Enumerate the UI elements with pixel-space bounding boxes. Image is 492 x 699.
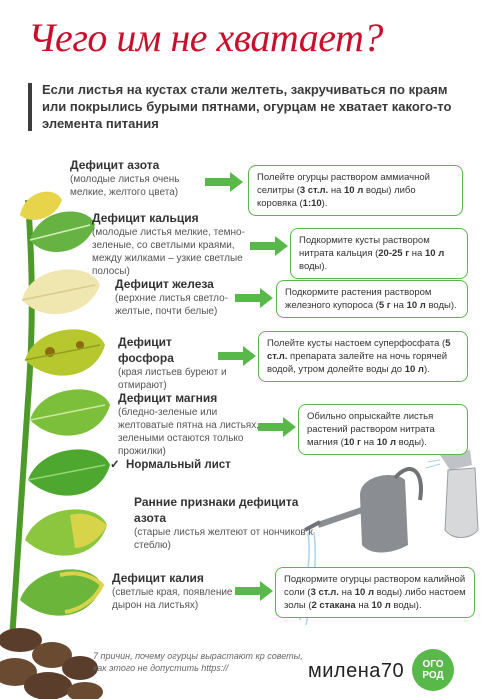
sprayer-icon [426,450,478,538]
item-desc: (светлые края, появление дырон на листьях) [112,587,233,611]
advice-text: ). [321,198,328,209]
advice-text: Подкормите кусты раствором нитрата кальция ( [299,235,430,259]
item-desc: (края листьев буреют и отмирают) [118,367,227,391]
logo-line: ОГО [422,659,444,670]
advice-amount: 10 л [354,587,374,598]
advice-text: воды). [299,261,328,272]
leaf-early-nitrogen-icon [25,509,107,555]
advice-amount: 5 г [378,300,391,311]
advice-text: на [338,587,355,598]
advice-amount: 20-25 г [378,248,410,259]
item-desc: (молодые листья очень мелкие, желтого цвета) [70,174,180,198]
advice-magnesium [298,404,468,455]
advice-amount: 10 л [371,600,391,611]
advice-text: воды). [396,437,427,448]
normal-leaf-label [110,457,231,471]
brand-name: милена70 [308,660,405,682]
advice-amount: 10 л [376,437,397,448]
plant-stem [12,200,32,640]
advice-text: воды). [425,300,457,311]
normal-leaf-text: Нормальный лист [126,459,231,471]
advice-amount: 2 стакана [311,600,356,611]
arrow-icon [205,172,243,192]
advice-text: воды) либо коровяка ( [257,185,416,209]
item-calcium [92,210,252,278]
item-potassium [112,570,252,612]
arrow-icon [250,236,288,256]
item-desc: (старые листья желтеют от нончиков к стеблю) [134,527,313,551]
item-heading: Дефицит магния [118,391,218,405]
advice-text: ). [423,364,430,375]
advice-amount: 10 л [424,248,445,259]
page-title: Чего им не хватает? [28,15,383,60]
advice-phosphorus [258,331,468,382]
item-heading: Дефицит азота [70,158,160,172]
advice-amount: 10 л [344,185,364,196]
advice-text: воды). [390,600,422,611]
check-icon: ✓ [110,459,120,471]
advice-amount: 10 г [343,437,361,448]
item-heading: Дефицит кальция [92,211,199,225]
advice-text: на [355,600,372,611]
item-iron [115,276,255,318]
advice-calcium [290,228,468,279]
footer-link-text[interactable]: 7 причин, почему огурцы вырастают кр советы, как этого не допустить https:// [93,651,303,673]
advice-amount: 3 ст.л. [299,185,329,196]
item-phosphorus [118,334,228,392]
advice-nitrogen [248,165,463,216]
item-heading: Ранние признаки дефицита азота [134,495,299,525]
item-heading: Дефицит фосфора [118,335,174,365]
advice-amount: 1:10 [302,198,322,209]
advice-text: препарата залейте на ночь горячей водой, утром долейте воды до [267,351,448,375]
leaf-phosphorus-icon [25,329,105,375]
advice-text: воды) либо настоем золы ( [284,587,466,611]
advice-amount: 10 л [404,364,424,375]
advice-text: на [360,437,377,448]
leaf-potassium-icon [20,569,102,615]
advice-iron [276,280,468,318]
advice-text: на [390,300,407,311]
intro-text: Если листья на кустах стали желтеть, закручиваться по краям или покрылись бурыми пятнами, огурцам не хватает какого-то элемента питания [42,82,452,131]
item-desc: (верхние листья светло-желтые, почти белые) [115,293,229,317]
advice-text: Подкормите растения раствором железного купороса ( [285,287,432,311]
soil-icon [0,628,103,699]
item-heading: Дефицит железа [115,277,214,291]
item-heading: Дефицит калия [112,571,204,585]
item-desc: (молодые листья мелкие, темно-зеленые, со светлыми краями, между жилками – узкие светлые полосы) [92,227,245,277]
item-desc: (бледно-зеленые или желтоватые пятна на листьях, зелеными остаются только прожилки) [118,407,259,457]
advice-amount: 3 ст.л. [310,587,339,598]
advice-text: на [409,248,425,259]
item-magnesium [118,390,268,458]
item-nitrogen [70,157,210,199]
item-early-nitrogen [134,494,314,552]
intro-accent-bar [28,83,32,131]
leaf-normal-icon [28,449,110,495]
ogorod-logo [412,649,454,691]
leaf-magnesium-icon [30,389,110,435]
advice-amount: 5 ст.л. [267,338,451,362]
advice-text: на [328,185,344,196]
advice-amount: 10 л [406,300,426,311]
advice-text: Полейте кусты настоем суперфосфата ( [267,338,446,349]
advice-text: Полейте огурцы раствором аммиачной селитры ( [257,172,430,196]
advice-text: Обильно опрыскайте листья растений раствором нитрата магния ( [307,411,435,448]
logo-line: РОД [422,670,444,681]
advice-text: Подкормите огурцы раствором калийной соли ( [284,574,466,598]
advice-potassium [275,567,475,618]
